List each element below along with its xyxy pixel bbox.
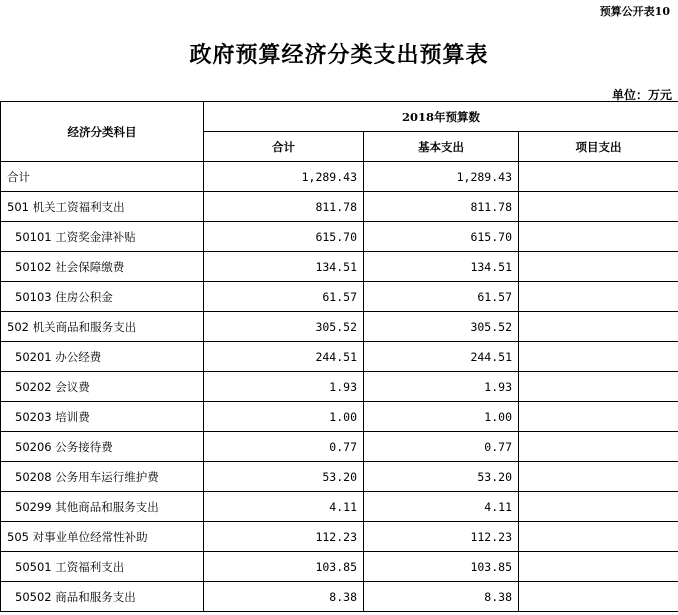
row-total: 1.93 [204,372,364,402]
row-total: 4.11 [204,492,364,522]
row-name: 50299 其他商品和服务支出 [1,492,204,522]
row-project [519,162,678,192]
row-name: 50102 社会保障缴费 [1,252,204,282]
header-total: 合计 [204,132,364,162]
row-total: 0.77 [204,432,364,462]
row-name: 合计 [1,162,204,192]
row-total: 811.78 [204,192,364,222]
table-row [1,402,678,432]
row-total: 103.85 [204,552,364,582]
row-project [519,372,678,402]
row-project [519,342,678,372]
row-basic: 305.52 [364,312,519,342]
table-row [1,462,678,492]
row-basic: 811.78 [364,192,519,222]
table-row [1,432,678,462]
budget-table [0,101,678,612]
unit-label: 单位：万元 [611,88,672,102]
table-row [1,582,678,612]
row-basic: 53.20 [364,462,519,492]
row-name: 501 机关工资福利支出 [1,192,204,222]
table-row [1,192,678,222]
row-project [519,312,678,342]
row-basic: 615.70 [364,222,519,252]
row-name: 50206 公务接待费 [1,432,204,462]
form-number: 预算公开表10 [599,5,670,18]
row-project [519,402,678,432]
table-row [1,552,678,582]
table-row [1,252,678,282]
row-name: 505 对事业单位经常性补助 [1,522,204,552]
row-total: 112.23 [204,522,364,552]
row-total: 305.52 [204,312,364,342]
table-row [1,222,678,252]
table-row [1,372,678,402]
row-total: 1,289.43 [204,162,364,192]
row-project [519,522,678,552]
row-total: 61.57 [204,282,364,312]
row-basic: 1.00 [364,402,519,432]
row-name: 50502 商品和服务支出 [1,582,204,612]
row-basic: 8.38 [364,582,519,612]
table-row [1,342,678,372]
row-project [519,282,678,312]
row-total: 244.51 [204,342,364,372]
row-project [519,222,678,252]
row-name: 50201 办公经费 [1,342,204,372]
row-basic: 61.57 [364,282,519,312]
page-title: 政府预算经济分类支出预算表 [189,42,489,68]
row-basic: 0.77 [364,432,519,462]
row-basic: 4.11 [364,492,519,522]
row-name: 50103 住房公积金 [1,282,204,312]
row-project [519,252,678,282]
table-body [1,162,678,612]
header-budget-year: 2018年预算数 [204,102,678,132]
table-row [1,312,678,342]
row-basic: 1,289.43 [364,162,519,192]
row-project [519,492,678,522]
row-basic: 103.85 [364,552,519,582]
header-category: 经济分类科目 [1,102,204,162]
row-basic: 134.51 [364,252,519,282]
row-total: 1.00 [204,402,364,432]
row-basic: 244.51 [364,342,519,372]
row-project [519,552,678,582]
row-total: 134.51 [204,252,364,282]
row-total: 53.20 [204,462,364,492]
row-name: 502 机关商品和服务支出 [1,312,204,342]
row-total: 615.70 [204,222,364,252]
row-basic: 1.93 [364,372,519,402]
row-project [519,432,678,462]
row-name: 50101 工资奖金津补贴 [1,222,204,252]
row-name: 50202 会议费 [1,372,204,402]
table-row [1,282,678,312]
table-row [1,162,678,192]
header-project: 项目支出 [519,132,678,162]
row-project [519,192,678,222]
row-name: 50208 公务用车运行维护费 [1,462,204,492]
row-basic: 112.23 [364,522,519,552]
row-project [519,582,678,612]
row-name: 50501 工资福利支出 [1,552,204,582]
header-basic: 基本支出 [364,132,519,162]
table-row [1,522,678,552]
row-total: 8.38 [204,582,364,612]
row-name: 50203 培训费 [1,402,204,432]
row-project [519,462,678,492]
table-row [1,492,678,522]
